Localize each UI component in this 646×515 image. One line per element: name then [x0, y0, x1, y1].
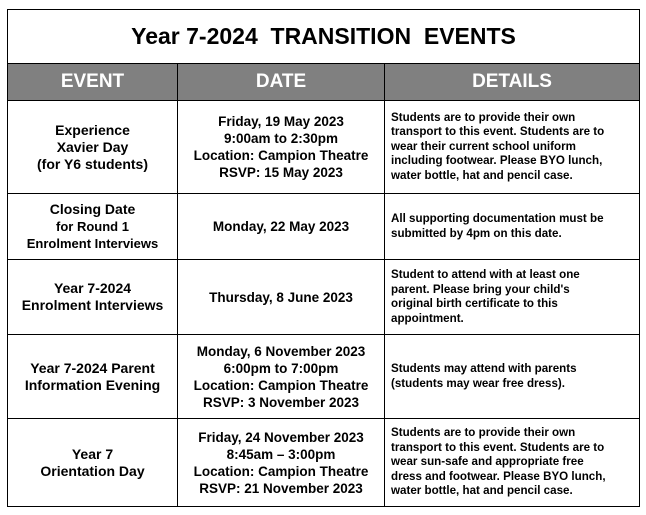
details-line: transport to this event. Students are to	[391, 440, 605, 454]
details-line: water bottle, hat and pencil case.	[391, 484, 573, 498]
date-cell	[178, 194, 385, 260]
header-event: EVENT	[8, 64, 178, 101]
date-line: Friday, 24 November 2023	[198, 429, 364, 445]
details-line: transport to this event. Students are to	[391, 125, 605, 139]
details-line: wear their current school uniform	[391, 139, 576, 153]
details-line: (students may wear free dress).	[391, 376, 565, 390]
date-line: Friday, 19 May 2023	[218, 114, 344, 129]
date-cell	[178, 260, 385, 335]
event-line: Year 7	[71, 445, 114, 462]
event-line: Orientation Day	[40, 462, 145, 479]
details-line: including footwear. Please BYO lunch,	[391, 154, 603, 168]
header-row	[8, 64, 640, 101]
event-line: Closing Date	[49, 201, 136, 217]
event-cell	[8, 419, 178, 507]
event-line: Xavier Day	[56, 138, 129, 155]
date-line: Location: Campion Theatre	[193, 463, 369, 479]
date-line: Location: Campion Theatre	[193, 148, 369, 163]
event-line: (for Y6 students)	[37, 155, 148, 172]
details-cell	[385, 335, 640, 419]
details-line: Students are to provide their own	[391, 110, 576, 124]
event-cell	[8, 101, 178, 194]
date-cell	[178, 101, 385, 194]
date-line: 8:45am – 3:00pm	[226, 446, 336, 462]
event-cell	[8, 260, 178, 335]
date-cell	[178, 419, 385, 507]
event-line: for Round 1	[56, 219, 129, 234]
table-row	[8, 194, 640, 260]
details-line: original birth certificate to this	[391, 297, 558, 310]
date-line: Thursday, 8 June 2023	[209, 289, 353, 305]
details-cell	[385, 101, 640, 194]
details-line: Student to attend with at least one	[391, 268, 580, 281]
event-line: Enrolment Interviews	[21, 297, 164, 313]
details-line: All supporting documentation must be	[391, 212, 604, 225]
event-line: Experience	[55, 121, 130, 138]
event-line: Enrolment Interviews	[26, 236, 159, 251]
details-cell	[385, 260, 640, 335]
transition-events-table	[7, 9, 640, 507]
date-line: RSVP: 15 May 2023	[219, 165, 343, 180]
event-cell	[8, 194, 178, 260]
event-cell	[8, 335, 178, 419]
date-line: Monday, 22 May 2023	[212, 219, 350, 234]
table-title: Year 7-2024 TRANSITION EVENTS	[8, 10, 640, 64]
event-line: Information Evening	[24, 376, 161, 393]
title-row	[8, 10, 640, 64]
details-line: dress and footwear. Please BYO lunch,	[391, 469, 606, 483]
header-date: DATE	[178, 64, 385, 101]
details-line: Students are to provide their own	[391, 426, 576, 440]
details-line: parent. Please bring your child's	[391, 282, 570, 296]
details-line: appointment.	[391, 311, 464, 325]
event-line: Year 7-2024 Parent	[30, 359, 155, 376]
details-line: water bottle, hat and pencil case.	[391, 168, 573, 182]
date-line: RSVP: 3 November 2023	[202, 394, 360, 410]
header-details: DETAILS	[385, 64, 640, 101]
date-line: Location: Campion Theatre	[193, 377, 369, 393]
event-line: Year 7-2024	[53, 280, 132, 296]
date-cell	[178, 335, 385, 419]
details-line: Students may attend with parents	[391, 362, 577, 375]
table-row	[8, 335, 640, 419]
details-line: wear sun-safe and appropriate free	[391, 455, 584, 469]
table-row	[8, 419, 640, 507]
table-row	[8, 101, 640, 194]
date-line: 6:00pm to 7:00pm	[223, 360, 339, 376]
date-line: Monday, 6 November 2023	[196, 343, 366, 359]
details-line: submitted by 4pm on this date.	[391, 226, 562, 240]
table-row	[8, 260, 640, 335]
date-line: RSVP: 21 November 2023	[199, 480, 363, 496]
date-line: 9:00am to 2:30pm	[223, 131, 339, 146]
details-cell	[385, 194, 640, 260]
details-cell	[385, 419, 640, 507]
